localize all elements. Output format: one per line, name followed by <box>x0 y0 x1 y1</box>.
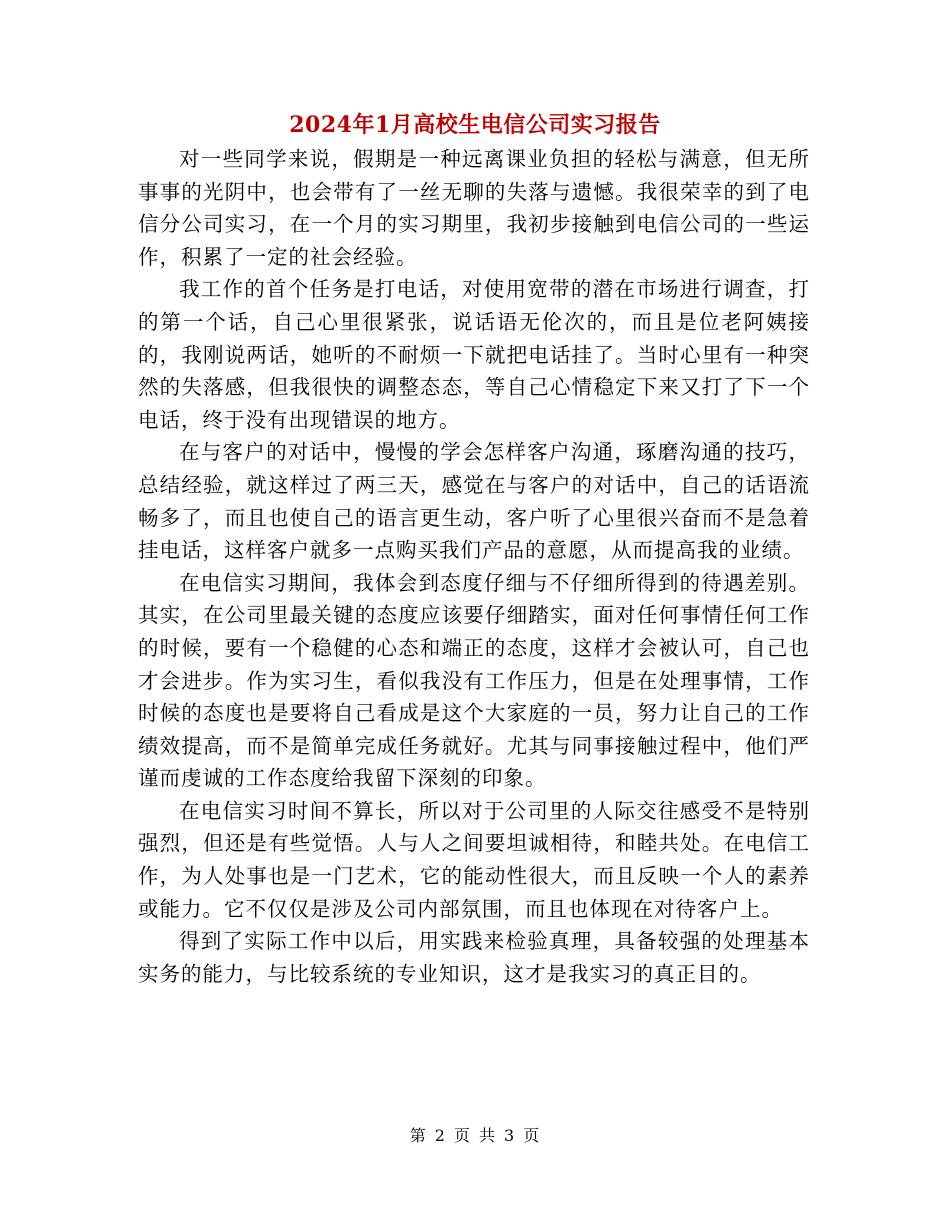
footer-label-page: 第 <box>409 1126 427 1145</box>
paragraph-5: 在电信实习时间不算长，所以对于公司里的人际交往感受不是特别强烈，但还是有些觉悟。人与人之间要坦诚相待，和睦共处。在电信工作，为人处事也是一门艺术，它的能动性很大，而且反映一个人的素养或能力。它不仅仅是涉及公司内部氛围，而且也体现在对待客户上。 <box>138 798 810 921</box>
paragraph-1: 对一些同学来说，假期是一种远离课业负担的轻松与满意，但无所事事的光阴中，也会带有了一丝无聊的失落与遗憾。我很荣幸的到了电信分公司实习，在一个月的实习期里，我初步接触到电信公司的一些运作，积累了一定的社会经验。 <box>138 147 810 269</box>
footer-label-total: 共 <box>479 1126 497 1145</box>
footer-label-total-unit: 页 <box>523 1126 541 1145</box>
footer-label-page-unit: 页 <box>453 1126 471 1145</box>
paragraph-2: 我工作的首个任务是打电话，对使用宽带的潜在市场进行调查，打的第一个话，自己心里很紧张，说话语无伦次的，而且是位老阿姨接的，我刚说两话，她听的不耐烦一下就把电话挂了。当时心里有一种突然的失落感，但我很快的调整态态，等自己心情稳定下来又打了下一个电话，终于没有出现错误的地方。 <box>138 277 810 432</box>
paragraph-6: 得到了实际工作中以后，用实践来检验真理，具备较强的处理基本实务的能力，与比较系统的专业知识，这才是我实习的真正目的。 <box>138 929 810 986</box>
page-number-footer <box>0 1124 950 1148</box>
footer-current-page: 2 <box>434 1126 446 1145</box>
paragraph-4: 在电信实习期间，我体会到态度仔细与不仔细所得到的待遇差别。其实，在公司里最关键的态度应该要仔细踏实，面对任何事情任何工作的时候，要有一个稳健的心态和端正的态度，这样才会被认可，自己也才会进步。作为实习生，看似我没有工作压力，但是在处理事情，工作时候的态度也是要将自己看成是这个大家庭的一员，努力让自己的工作绩效提高，而不是简单完成任务就好。尤其与同事接触过程中，他们严谨而虔诚的工作态度给我留下深刻的印象。 <box>138 570 810 791</box>
document-title: 2024年1月高校生电信公司实习报告 <box>289 112 661 138</box>
footer-total-pages: 3 <box>504 1126 516 1145</box>
paragraph-3: 在与客户的对话中，慢慢的学会怎样客户沟通，琢磨沟通的技巧，总结经验，就这样过了两三天，感觉在与客户的对话中，自己的话语流畅多了，而且也使自己的语言更生动，客户听了心里很兴奋而不是急着挂电话，这样客户就多一点购买我们产品的意愿，从而提高我的业绩。 <box>138 440 810 563</box>
document-body <box>138 143 810 990</box>
